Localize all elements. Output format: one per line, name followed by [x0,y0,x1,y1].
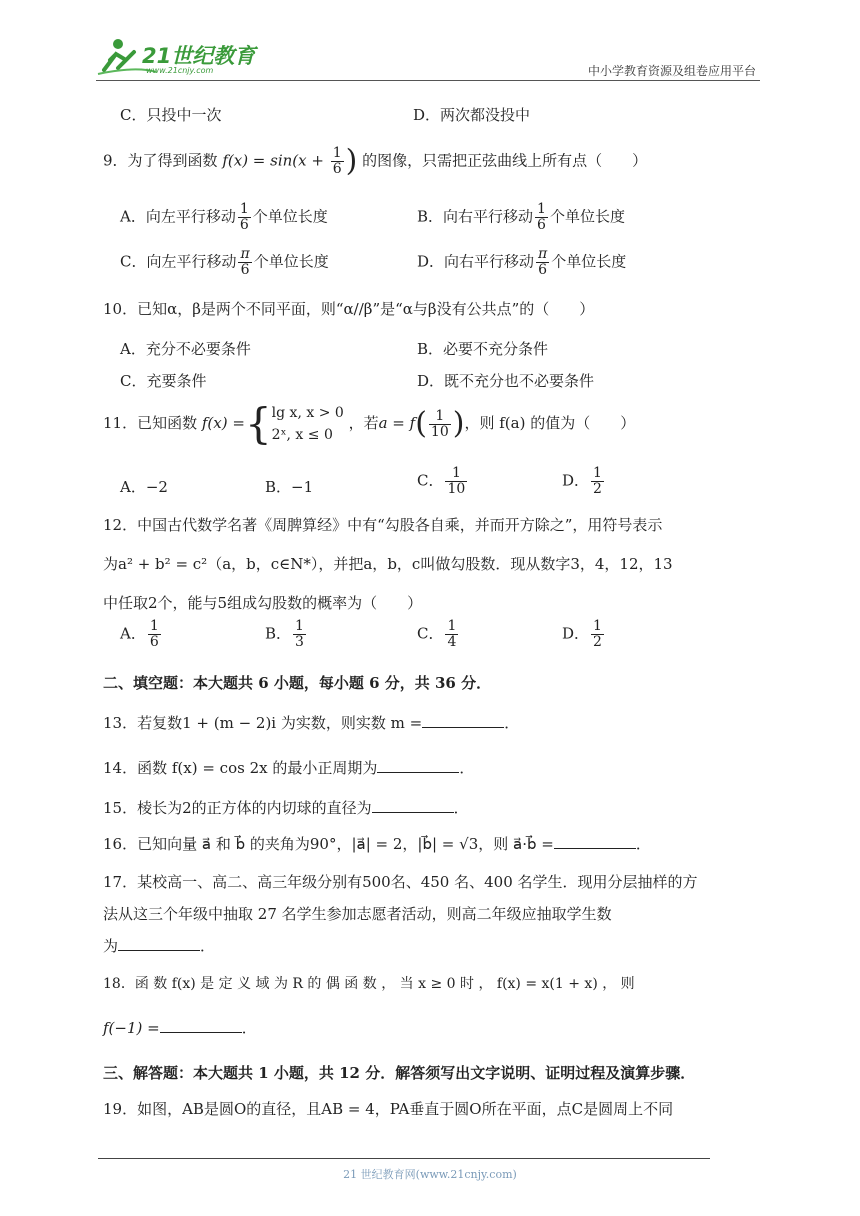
q9-option-d: D．向右平行移动 $\frac{\pi}{6}$ 个单位长度 [417,246,627,278]
q9-func: f(x) = sin(x + [222,151,329,170]
q9-stem-post: 的图像，只需把正弦曲线上所有点（ ） [362,151,648,170]
header-platform-text: 中小学教育资源及组卷应用平台 [587,64,756,78]
q12-line1: 12．中国古代数学名著《周脾算经》中有“勾股各自乘，并而开方除之”，用符号表示 [103,516,663,534]
footer-text: 21 世纪教育网(www.21cnjy.com) [343,1168,517,1181]
q8-option-d: D．两次都没投中 [413,106,531,124]
q17-line2: 法从这三个年级中抽取 27 名学生参加志愿者活动，则高二年级应抽取学生数 [103,905,612,923]
q10-option-d: D．既不充分也不必要条件 [417,372,595,390]
q11-option-a: A．−2 [120,478,168,496]
q17-line1: 17．某校高一、高二、高三年级分别有500名、450 名、400 名学生．现用分层抽样的方 [103,873,698,891]
q12-option-b: B． $\frac{1}{3}$ [265,618,304,650]
q9-option-a: A．向左平行移动 $\frac{1}{6}$ 个单位长度 [120,201,328,233]
q9-option-b: B．向右平行移动 $\frac{1}{6}$ 个单位长度 [417,201,625,233]
q11-option-c: C． $\frac{1}{10}$ [417,465,466,497]
q14-blank[interactable] [377,758,459,773]
logo-url: www.21cnjy.com [146,66,214,75]
q9-stem-pre: 9．为了得到函数 [103,151,218,170]
q12-option-d: D． $\frac{1}{2}$ [562,618,602,650]
q10-option-c: C．充要条件 [120,372,207,390]
q16: 16．已知向量 a⃗ 和 b⃗ 的夹角为90°，|a⃗| = 2，|b⃗| = √3，则 a⃗·b⃗ = ． [103,835,651,853]
q11-stem: 11．已知函数 f(x) ={ lg x, x > 0 2ˣ, x ≤ 0 ，若a = f( $\frac{1}{10}$ )，则 f(a) 的值为（ ） [103,399,636,448]
q18-blank[interactable] [160,1018,242,1033]
q17-line3: 为 ． [103,937,216,955]
q17-blank[interactable] [118,936,200,951]
q18-line2: f(−1) = ． [103,1019,257,1037]
q11-option-d: D． $\frac{1}{2}$ [562,465,602,497]
q13-blank[interactable] [422,713,504,728]
q10-option-b: B．必要不充分条件 [417,340,549,358]
logo-text: 21世纪教育 [142,44,256,68]
q11-option-b: B．−1 [265,478,314,496]
q8-option-c: C．只投中一次 [120,106,222,124]
q9-option-c: C．向左平行移动 $\frac{\pi}{6}$ 个单位长度 [120,246,329,278]
q13: 13．若复数1 + (m − 2)i 为实数，则实数 m = ． [103,714,520,732]
section3-heading: 三、解答题：本大题共 1 小题，共 12 分．解答须写出文字说明、证明过程及演算步骤． [103,1064,696,1082]
q14: 14．函数 f(x) = cos 2x 的最小正周期为 ． [103,759,475,777]
q9-stem: 9．为了得到函数 f(x) = sin(x + $\frac{1}{6}$ ) 的图像，只需把正弦曲线上所有点（ ） [103,143,648,179]
header-divider [96,80,760,81]
q15-blank[interactable] [372,798,454,813]
q10-option-a: A．充分不必要条件 [120,340,251,358]
q18-line1: 18．函 数 f(x) 是 定 义 域 为 R 的 偶 函 数 ， 当 x ≥ 0 时 ， f(x) = x(1 + x) ， 则 [103,976,635,992]
q19-line1: 19．如图，AB是圆O的直径，且AB = 4，PA垂直于圆O所在平面，点C是圆周上不同 [103,1100,674,1118]
q10-stem: 10．已知α，β是两个不同平面，则“α//β”是“α与β没有公共点”的（ ） [103,300,595,318]
q12-option-a: A． $\frac{1}{6}$ [120,618,159,650]
q12-line2: 为a² + b² = c²（a，b，c∈N*），并把a，b，c叫做勾股数．现从数字3，4，12，13 [103,555,673,573]
logo [96,36,256,80]
q12-line3: 中任取2个，能与5组成勾股数的概率为（ ） [103,594,423,612]
footer-divider [98,1158,710,1159]
q15: 15．棱长为2的正方体的内切球的直径为 ． [103,799,469,817]
section2-heading: 二、填空题：本大题共 6 小题，每小题 6 分，共 36 分． [103,674,492,692]
q16-blank[interactable] [554,834,636,849]
q12-option-c: C． $\frac{1}{4}$ [417,618,457,650]
q9-frac: $\frac{1}{6}$ [332,145,342,177]
